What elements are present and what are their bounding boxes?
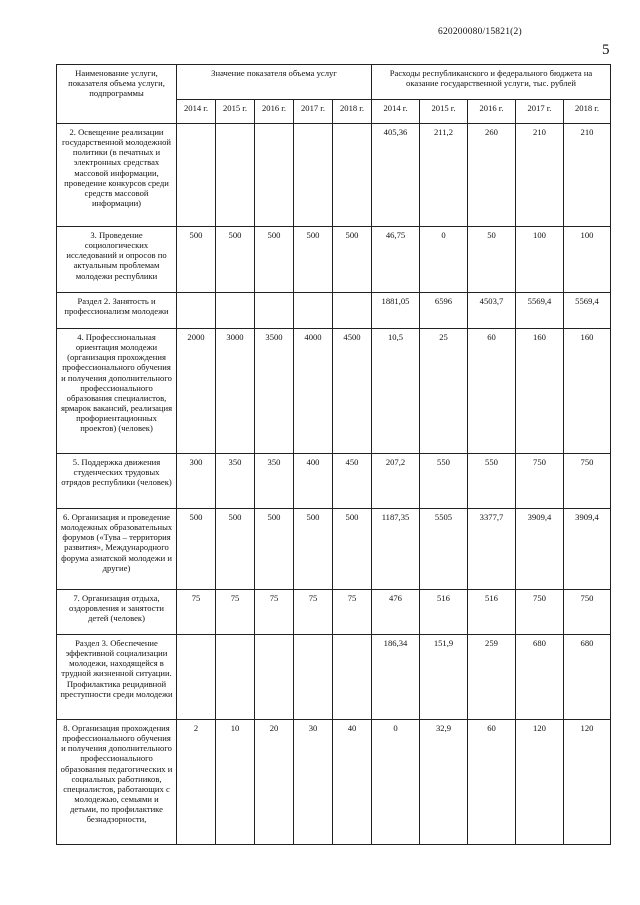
expense-cell: 476 [372, 590, 420, 635]
expense-cell: 5569,4 [564, 293, 611, 329]
table-row [57, 293, 611, 329]
year-expenses-2015: 2015 г. [420, 100, 468, 124]
table-row [57, 329, 611, 454]
volume-cell [255, 635, 294, 720]
expense-cell: 46,75 [372, 227, 420, 293]
volume-cell [216, 635, 255, 720]
table-row [57, 590, 611, 635]
volume-cell [216, 293, 255, 329]
expense-cell: 750 [564, 454, 611, 509]
volume-cell [294, 635, 333, 720]
table-row [57, 454, 611, 509]
expense-cell: 750 [516, 454, 564, 509]
expense-cell: 160 [564, 329, 611, 454]
volume-cell: 30 [294, 720, 333, 845]
volume-cell: 500 [216, 509, 255, 590]
volume-cell: 450 [333, 454, 372, 509]
volume-cell [177, 293, 216, 329]
expense-cell: 550 [420, 454, 468, 509]
expense-cell: 516 [420, 590, 468, 635]
volume-cell: 500 [333, 509, 372, 590]
volume-cell: 10 [216, 720, 255, 845]
year-volume-2015: 2015 г. [216, 100, 255, 124]
row-name: 8. Организация прохождения профессионального обучения и получения дополнительного профессионального образования педагогических и социальных работников, специалистов, работающих с молодежью, семьями и детьми, по профилактике безнадзорности, [57, 720, 177, 845]
header-service-name: Наименование услуги, показателя объема услуги, подпрограммы [57, 65, 177, 124]
year-volume-2014: 2014 г. [177, 100, 216, 124]
expense-cell: 680 [516, 635, 564, 720]
expense-cell: 210 [564, 124, 611, 227]
year-expenses-2018: 2018 г. [564, 100, 611, 124]
expense-cell: 3909,4 [516, 509, 564, 590]
expense-cell: 10,5 [372, 329, 420, 454]
expense-cell: 151,9 [420, 635, 468, 720]
expense-cell: 100 [516, 227, 564, 293]
volume-cell [294, 293, 333, 329]
volume-cell: 500 [177, 509, 216, 590]
volume-cell [177, 124, 216, 227]
year-volume-2018: 2018 г. [333, 100, 372, 124]
expense-cell: 0 [420, 227, 468, 293]
volume-cell: 350 [255, 454, 294, 509]
expense-cell: 0 [372, 720, 420, 845]
expense-cell: 3909,4 [564, 509, 611, 590]
expense-cell: 260 [468, 124, 516, 227]
expense-cell: 32,9 [420, 720, 468, 845]
expense-cell: 5569,4 [516, 293, 564, 329]
volume-cell: 40 [333, 720, 372, 845]
volume-cell [177, 635, 216, 720]
volume-cell: 500 [333, 227, 372, 293]
expense-cell: 210 [516, 124, 564, 227]
row-name: 2. Освещение реализации государственной молодежной политики (в печатных и электронных средствах массовой информации, проведение конкурсов среди средств массовой информации) [57, 124, 177, 227]
year-volume-2017: 2017 г. [294, 100, 333, 124]
expense-cell: 120 [564, 720, 611, 845]
expense-cell: 750 [516, 590, 564, 635]
expense-cell: 211,2 [420, 124, 468, 227]
volume-cell: 350 [216, 454, 255, 509]
volume-cell: 400 [294, 454, 333, 509]
volume-cell: 500 [255, 509, 294, 590]
volume-cell [255, 124, 294, 227]
volume-cell: 75 [333, 590, 372, 635]
volume-cell: 500 [177, 227, 216, 293]
header-row [57, 65, 611, 100]
volume-cell: 75 [255, 590, 294, 635]
expense-cell: 3377,7 [468, 509, 516, 590]
volume-cell: 3000 [216, 329, 255, 454]
expense-cell: 259 [468, 635, 516, 720]
volume-cell: 500 [216, 227, 255, 293]
table-row [57, 227, 611, 293]
row-name: 7. Организация отдыха, оздоровления и занятости детей (человек) [57, 590, 177, 635]
volume-cell: 2000 [177, 329, 216, 454]
volume-cell: 300 [177, 454, 216, 509]
year-expenses-2017: 2017 г. [516, 100, 564, 124]
volume-cell: 500 [294, 509, 333, 590]
expense-cell: 750 [564, 590, 611, 635]
volume-cell: 75 [177, 590, 216, 635]
expense-cell: 50 [468, 227, 516, 293]
volume-cell: 4000 [294, 329, 333, 454]
expense-cell: 405,36 [372, 124, 420, 227]
year-volume-2016: 2016 г. [255, 100, 294, 124]
table-row [57, 635, 611, 720]
row-name: 6. Организация и проведение молодежных образовательных форумов («Тува – территория развития», Международного форума азиатской молодежи и другие) [57, 509, 177, 590]
expense-cell: 60 [468, 720, 516, 845]
volume-cell: 20 [255, 720, 294, 845]
expense-cell: 100 [564, 227, 611, 293]
expense-cell: 680 [564, 635, 611, 720]
header-expenses: Расходы республиканского и федерального бюджета на оказание государственной услуги, тыс. рублей [372, 65, 611, 100]
expense-cell: 550 [468, 454, 516, 509]
volume-cell [333, 635, 372, 720]
volume-cell [333, 124, 372, 227]
volume-cell: 75 [216, 590, 255, 635]
expense-cell: 25 [420, 329, 468, 454]
volume-cell: 4500 [333, 329, 372, 454]
volume-cell [294, 124, 333, 227]
row-name: 4. Профессиональная ориентация молодежи (организация прохождения профессионального обучения и получения дополнительного профессионального образования специалистов, ярмарок вакансий, реализация профориентационных проектов) (человек) [57, 329, 177, 454]
volume-cell: 75 [294, 590, 333, 635]
header-volume: Значение показателя объема услуг [177, 65, 372, 100]
expense-cell: 160 [516, 329, 564, 454]
expense-cell: 6596 [420, 293, 468, 329]
volume-cell [216, 124, 255, 227]
expense-cell: 60 [468, 329, 516, 454]
row-name: Раздел 3. Обеспечение эффективной социализации молодежи, находящейся в трудной жизненной ситуации. Профилактика рецидивной преступности среди молодежи [57, 635, 177, 720]
row-name: Раздел 2. Занятость и профессионализм молодежи [57, 293, 177, 329]
document-id: 620200080/15821(2) [438, 27, 522, 37]
expense-cell: 120 [516, 720, 564, 845]
expense-cell: 516 [468, 590, 516, 635]
volume-cell: 500 [255, 227, 294, 293]
row-name: 5. Поддержка движения студенческих трудовых отрядов республики (человек) [57, 454, 177, 509]
year-expenses-2014: 2014 г. [372, 100, 420, 124]
volume-cell: 500 [294, 227, 333, 293]
volume-cell [255, 293, 294, 329]
expense-cell: 1187,35 [372, 509, 420, 590]
volume-cell [333, 293, 372, 329]
volume-cell: 3500 [255, 329, 294, 454]
expense-cell: 186,34 [372, 635, 420, 720]
services-table [56, 64, 611, 845]
page-number: 5 [602, 42, 610, 58]
table-row [57, 720, 611, 845]
expense-cell: 1881,05 [372, 293, 420, 329]
table-row [57, 124, 611, 227]
expense-cell: 5505 [420, 509, 468, 590]
volume-cell: 2 [177, 720, 216, 845]
year-expenses-2016: 2016 г. [468, 100, 516, 124]
row-name: 3. Проведение социологических исследований и опросов по актуальным проблемам молодежи республики [57, 227, 177, 293]
expense-cell: 207,2 [372, 454, 420, 509]
table-row [57, 509, 611, 590]
expense-cell: 4503,7 [468, 293, 516, 329]
